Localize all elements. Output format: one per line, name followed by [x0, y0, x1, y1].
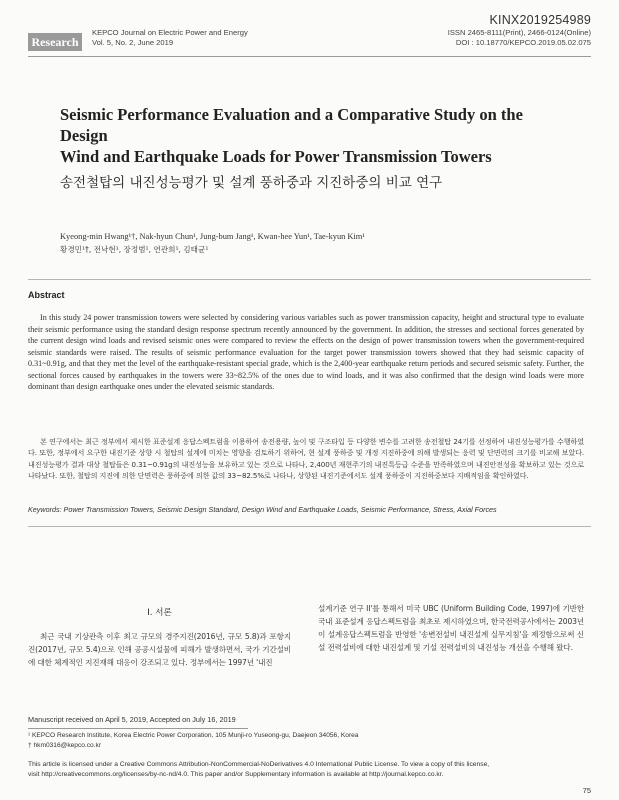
paper-title-ko: 송전철탑의 내진성능평가 및 설계 풍하중과 지진하중의 비교 연구 [60, 175, 443, 191]
abstract-en: In this study 24 power transmission towers were selected by considering various variables such as power transmission capacity, height and structural type to evaluate their seismic performance using the standard design response spectrum recently announced by the government. In addition, the stresses and sectional forces generated by the current design wind loads and revised seismic ones were compared to review the effects on the design of power transmission towers when the government-required seismic standards were raised. The results of seismic performance evaluation for the target power transmission towers showed that they had seismic capacity of 0.31~0.91g, and that they met the level of the earthquake-resistant special grade, which is the 2,400-year earthquake return periods and secured seismic safety. Further, the sectional forces caused by earthquakes in the towers were 33~82.5% of the ones due to wind loads, and it was also confirmed that the design wind loads were more dominant than design earthquake ones under the elevated seismic standards. [28, 313, 584, 391]
intro-right-column: 설계기준 연구 II'를 통해서 미국 UBC (Uniform Building Code, 1997)에 기반한 국내 표준설계 응답스펙트럼을 최초로 제시하였으며, 한국전력공사에서는 2003년 이 설계응답스펙트럼을 반영한 '송변전설비 내진설계 실무지침'을 제정함으로써 신설 전력설비에 대한 내진설계 및 기설 전력설비의 내진성능 개선을 수행해 왔다. [318, 604, 584, 652]
page-number: 75 [582, 786, 591, 795]
license-line1: This article is licensed under a Creative Commons Attribution-NonCommercial-NoDerivatives 4.0 International Public License. To view a copy of this license, [28, 761, 490, 768]
abstract-heading: Abstract [28, 290, 65, 300]
license-notice [28, 760, 591, 780]
journal-ids [448, 28, 591, 48]
intro-left-column: 최근 국내 기상관측 이후 최고 규모의 경주지진(2016년, 규모 5.8)과 포항지진(2017년, 규모 5.4)으로 인해 공공시설물에 피해가 발생하면서, 국가 기간설비에 대한 체계적인 지진재해 대응이 강조되고 있다. 정부에서는 1997년 '내진 [28, 632, 291, 667]
title-en-line1: Seismic Performance Evaluation and a Comparative Study on the Design [60, 105, 523, 145]
affiliation-footnote: ¹ KEPCO Research Institute, Korea Electric Power Corporation, 105 Munji-ro Yuseong-gu, Daejeon 34056, Korea [28, 732, 359, 739]
header-rule [28, 56, 591, 57]
authors-en: Kyeong-min Hwang¹†, Nak-hyun Chun¹, Jung-bum Jang¹, Kwan-hee Yun¹, Tae-kyun Kim¹ [60, 232, 365, 241]
kinx-id: KINX2019254989 [489, 13, 591, 27]
paper-title-en [60, 104, 560, 167]
journal-info [92, 28, 248, 48]
license-line2[interactable]: visit http://creativecommons.org/licenses/by-nc-nd/4.0. This paper and/or Supplementary information is available at http://journal.kepco.co.kr. [28, 771, 444, 778]
abstract-ko: 본 연구에서는 최근 정부에서 제시한 표준설계 응답스펙트럼을 이용하여 송전용량, 높이 및 구조타입 등 다양한 변수를 고려한 송전철탑 24기를 선정하여 내진성능평가를 수행하였다. 또한, 정부에서 요구한 내진기준 상향 시 철탑의 설계에 미치는 영향을 검토하기 위하여, 현 설계 풍하중 및 개정 지진하중에 의해 발생되는 응력 및 단면력의 크기를 비교해 보았다. 내진성능평가 결과 대상 철탑들은 0.31~0.91g의 내진성능을 보유하고 있는 것으로 나타나, 2,400년 재현주기의 내진특등급 수준을 만족하였으며 내진안전성을 확보하고 있는 것으로 나타났다. 또한, 철탑의 지진에 의한 단면력은 풍하중에 의한 값의 33~82.5%로 나타나, 상향된 내진기준에서도 설계 풍하중이 지진하중보다 지배적임을 확인하였다. [28, 437, 584, 481]
manuscript-dates: Manuscript received on April 5, 2019, Accepted on July 16, 2019 [28, 715, 236, 724]
authors-ko: 황경민¹†, 전낙현¹, 장정범¹, 연관희¹, 김태균¹ [60, 245, 209, 254]
keywords-rule [28, 526, 591, 527]
title-rule [28, 279, 591, 280]
footnote-rule [28, 728, 248, 729]
issn: ISSN 2465-8111(Print), 2466-0124(Online) [447, 28, 591, 37]
section-heading-intro: I. 서론 [147, 608, 172, 618]
keywords: Keywords: Power Transmission Towers, Seismic Design Standard, Design Wind and Earthquake Loads, Seismic Performance, Stress, Axial Forces [28, 505, 497, 514]
journal-volume: Vol. 5, No. 2, June 2019 [92, 38, 174, 47]
section-badge: Research [28, 33, 82, 51]
corresponding-email[interactable]: † hkm0316@kepco.co.kr [28, 742, 102, 749]
doi: DOI : 10.18770/KEPCO.2019.05.02.075 [455, 38, 591, 47]
title-en-line2: Wind and Earthquake Loads for Power Transmission Towers [60, 147, 492, 166]
journal-name: KEPCO Journal on Electric Power and Energy [92, 28, 248, 37]
